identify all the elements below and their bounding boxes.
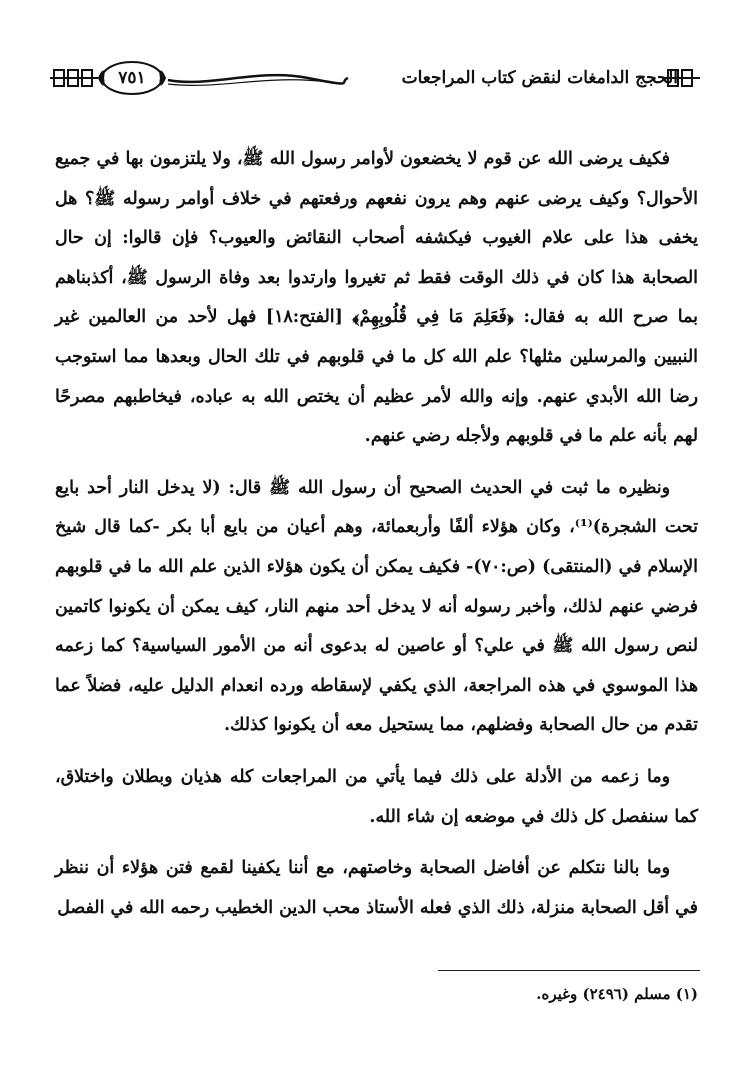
paragraph: وما بالنا نتكلم عن أفاضل الصحابة وخاصتهم، مع أننا يكفينا لقمع فتن هؤلاء أن ننظر في أقل الصحابة منزلة، ذلك الذي فعله الأستاذ محب الدين الخطيب رحمه الله في الفصل xyxy=(55,858,698,918)
footnote: (١) مسلم (٢٤٩٦) وغيره. xyxy=(536,985,698,1003)
page-body xyxy=(55,140,698,928)
paragraph: وما زعمه من الأدلة على ذلك فيما يأتي من المراجعات كله هذيان وبطلان واختلاق، كما سنفصل كل ذلك في موضعه إن شاء الله. xyxy=(55,766,698,827)
paragraph: فكيف يرضى الله عن قوم لا يخضعون لأوامر رسول الله ﷺ، ولا يلتزمون بها في جميع الأحوال؟ وكيف يرضى عنهم وهم يرون نفعهم ورفعتهم في خلاف أوامر رسوله ﷺ؟ هل يخفى هذا على علام الغيوب فيكشفه أصحاب النقائض والعيوب؟ فإن قالوا: إن حال الصحابة هذا كان في ذلك الوقت فقط ثم تغيروا وارتدوا بعد وفاة الرسول ﷺ، أكذبناهم بما صرح الله به فقال: ﴿فَعَلِمَ مَا فِي قُلُوبِهِمْ﴾ [الفتح:١٨] فهل لأحد من العالمين غير النبيين والمرسلين مثلها؟ علم الله كل ما في قلوبهم في تلك الحال وبعدها مما استوجب رضا الله الأبدي عنهم. وإنه والله لأمر عظيم أن يختص الله به عباده، فيخاطبهم مصرحًا لهم بأنه علم ما في قلوبهم ولأجله رضي عنهم. xyxy=(55,149,698,447)
running-title: الحجج الدامغات لنقض كتاب المراجعات xyxy=(401,68,678,88)
page-header xyxy=(48,58,702,104)
footnote-divider xyxy=(438,970,700,971)
page-number: ٧٥١ xyxy=(118,68,146,88)
paragraph: ونظيره ما ثبت في الحديث الصحيح أن رسول الله ﷺ قال: (لا يدخل النار أحد بايع تحت الشجرة)⁽¹⁾، وكان هؤلاء ألفًا وأربعمائة، وهم أعيان من بايع أبا بكر -كما قال شيخ الإسلام في (المنتقى) (ص:٧٠)- فكيف يمكن أن يكون هؤلاء الذين علم الله ما في قلوبهم فرضي عنهم لذلك، وأخبر رسوله أنه لا يدخل أحد منهم النار، كيف يمكن أن يكونوا كاتمين لنص رسول الله ﷺ في علي؟ أو عاصين له بدعوى أنه من الأمور السياسية؟ كما زعمه هذا الموسوي في هذه المراجعة، الذي يكفي لإسقاطه ورده انعدام الدليل عليه، فضلاً عما تقدم من حال الصحابة وفضلهم، مما يستحيل معه أن يكونوا كذلك. xyxy=(55,477,698,736)
